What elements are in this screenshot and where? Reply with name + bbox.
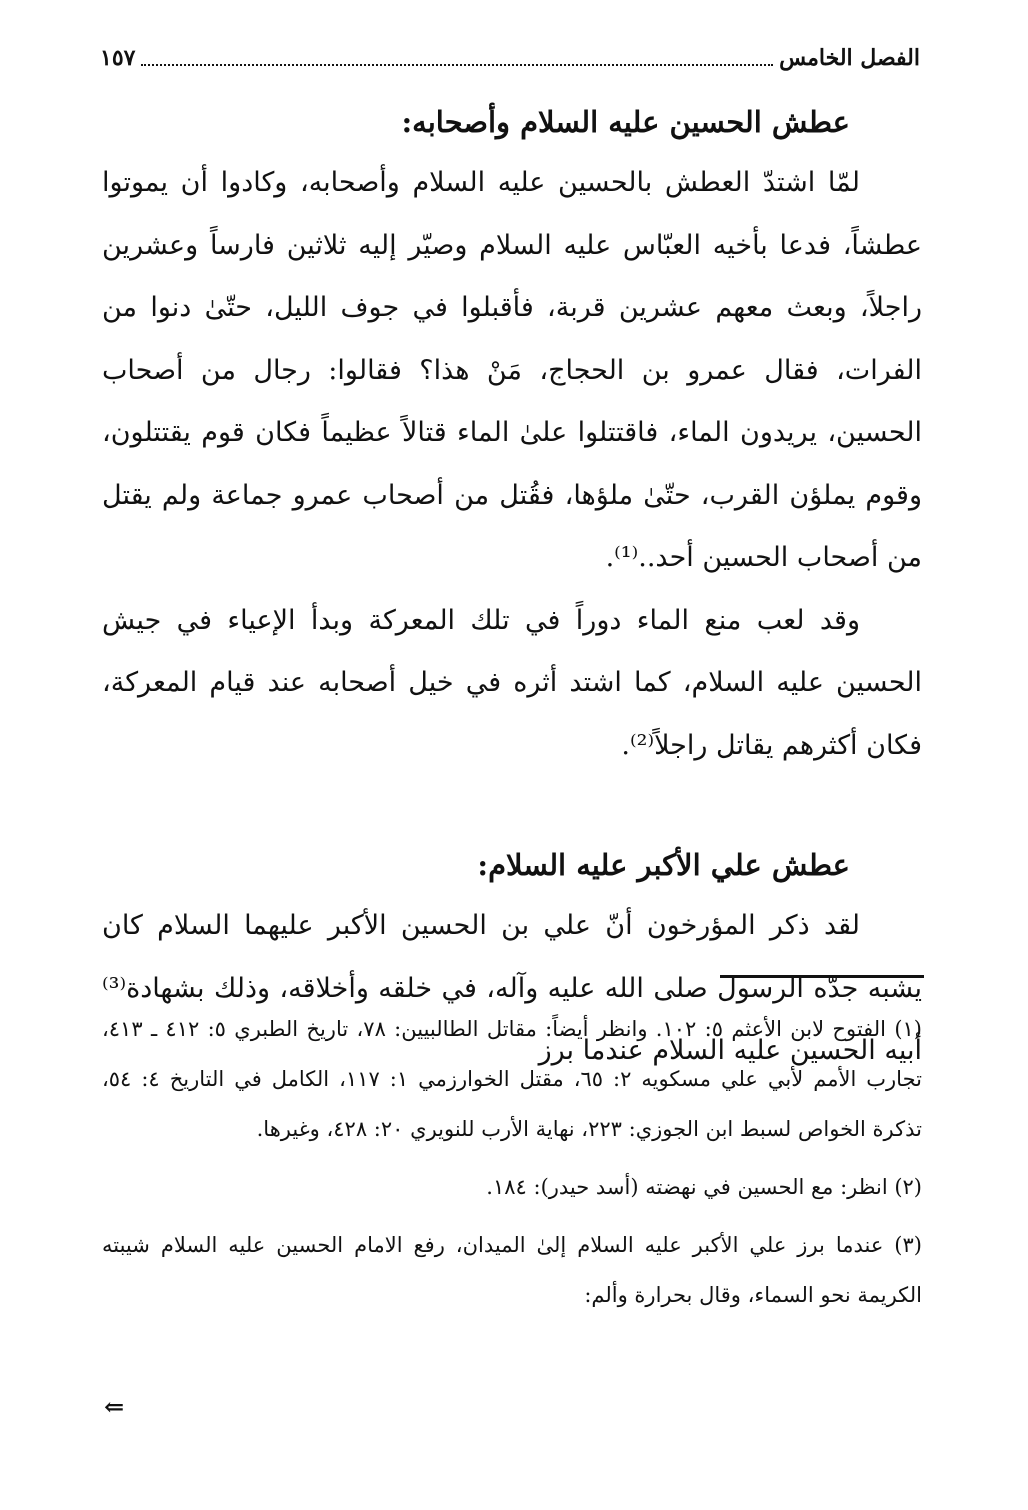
footnote-3: (٣) عندما برز علي الأكبر عليه السلام إلىٰ الميدان، رفع الامام الحسين عليه السلام شيبته الكريمة نحو السماء، وقال بحرارة وألم: (102, 1233, 922, 1307)
section-heading-hussein-thirst: عطش الحسين عليه السلام وأصحابه: (401, 105, 850, 139)
footnote-separator (720, 975, 924, 978)
section-spacer (102, 777, 922, 835)
section-heading-ali-akbar-thirst: عطش علي الأكبر عليه السلام: (477, 848, 850, 882)
running-header (100, 40, 920, 76)
footnote-1: (١) الفتوح لابن الأعثم ٥: ١٠٢. وانظر أيضاً: مقاتل الطالبيين: ٧٨، تاريخ الطبري ٥: ٤١٢ ـ ٤١٣، تجارب الأمم لأبي علي مسكويه ٢: ٦٥، مقتل الخوارزمي ١: ١١٧، الكامل في التاريخ ٤: ٥٤، تذكرة الخواص لسبط ابن الجوزي: ٢٢٣، نهاية الأرب للنويري ٢٠: ٤٢٨، وغيرها. (102, 1017, 922, 1141)
paragraph: لمّا اشتدّ العطش بالحسين عليه السلام وأصحابه، وكادوا أن يموتوا عطشاً، فدعا بأخيه العبّاس عليه السلام وصيّر إليه ثلاثين فارساً وعشرين راجلاً، وبعث معهم عشرين قربة، فأقبلوا في جوف الليل، حتّىٰ دنوا من الفرات، فقال عمرو بن الحجاج، مَنْ هذا؟ فقالوا: رجال من أصحاب الحسين، يريدون الماء، فاقتتلوا علىٰ الماء قتالاً عظيماً فكان قوم يقتتلون، وقوم يملؤن القرب، حتّىٰ ملؤها، فقُتل من أصحاب عمرو جماعة ولم يقتل من أصحاب الحسين أحد..⁽¹⁾. (102, 167, 922, 573)
page-number: ١٥٧ (100, 45, 136, 71)
continuation-arrow-icon: ⇐ (104, 1392, 125, 1421)
footnotes (102, 1004, 922, 1320)
footnote-2: (٢) انظر: مع الحسين في نهضته (أسد حيدر): ١٨٤. (486, 1175, 922, 1199)
chapter-title: الفصل الخامس (779, 45, 920, 71)
main-text (102, 92, 922, 1083)
paragraph: وقد لعب منع الماء دوراً في تلك المعركة وبدأ الإعياء في جيش الحسين عليه السلام، كما اشتد أثره في خيل أصحابه عند قيام المعركة، فكان أكثرهم يقاتل راجلاً⁽²⁾. (102, 604, 922, 761)
paragraph: لقد ذكر المؤرخون أنّ علي بن الحسين الأكبر عليهما السلام كان يشبه جدّه الرسول صلى الله عليه وآله، في خلقه وأخلاقه، وذلك بشهادة⁽³⁾ أبيه الحسين عليه السلام عندما برز (102, 910, 922, 1066)
header-leader-dots (141, 50, 773, 66)
